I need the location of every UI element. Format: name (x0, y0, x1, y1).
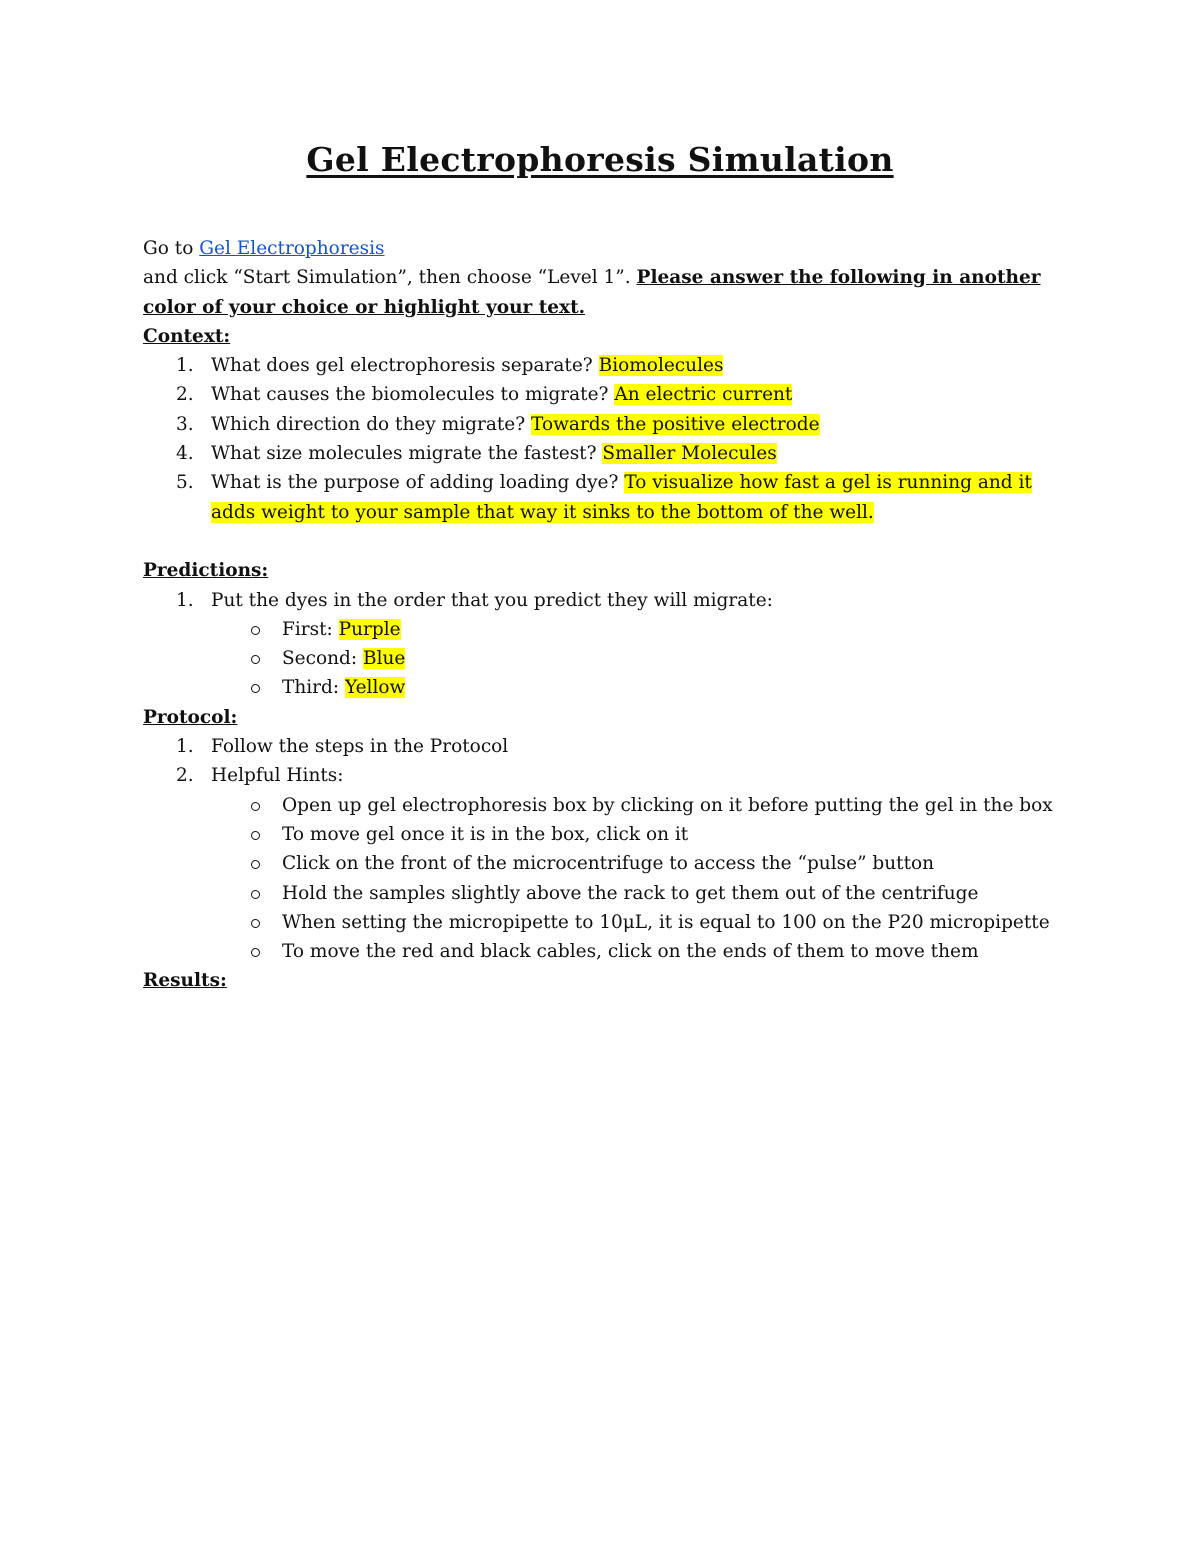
document-body (143, 234, 1063, 996)
hint-text: Open up gel electrophoresis box by clicking on it before putting the gel in the box (282, 794, 1053, 816)
instruction-paragraph (143, 263, 1063, 322)
prediction-prompt: Put the dyes in the order that you predict they will migrate: (211, 589, 773, 611)
list-number: 2. (176, 765, 194, 787)
go-to-line (143, 234, 1063, 263)
list-number: 3. (176, 413, 194, 435)
answer-highlight: An electric current (614, 384, 793, 406)
predictions-list (143, 586, 1063, 703)
list-number: 1. (176, 589, 194, 611)
hint-text: Hold the samples slightly above the rack to get them out of the centrifuge (282, 882, 979, 904)
list-item (143, 732, 1063, 761)
hint-text: Click on the front of the microcentrifuge to access the “pulse” button (282, 853, 935, 875)
question-text: What causes the biomolecules to migrate? (211, 384, 615, 406)
protocol-list (143, 732, 1063, 966)
gel-electrophoresis-link[interactable]: Gel Electrophoresis (199, 238, 385, 259)
sub-list-item (143, 644, 1063, 673)
results-heading: Results: (143, 970, 227, 992)
hint-item (143, 879, 1063, 908)
protocol-text: Helpful Hints: (211, 765, 344, 787)
question-text: Which direction do they migrate? (211, 413, 532, 435)
protocol-text: Follow the steps in the Protocol (211, 736, 509, 758)
list-item (143, 586, 1063, 703)
answer-highlight: Biomolecules (598, 355, 724, 377)
circle-bullet-icon (251, 684, 260, 693)
spacer (143, 527, 1063, 556)
circle-bullet-icon (251, 919, 260, 928)
page-title: Gel Electrophoresis Simulation (306, 140, 894, 179)
list-number: 2. (176, 384, 194, 406)
hint-text: When setting the micropipette to 10μL, it is equal to 100 on the P20 micropipette (282, 911, 1050, 933)
circle-bullet-icon (251, 860, 260, 869)
list-item (143, 351, 1063, 380)
hint-item (143, 937, 1063, 966)
circle-bullet-icon (251, 626, 260, 635)
list-item (143, 468, 1063, 527)
circle-bullet-icon (251, 655, 260, 664)
question-text: What size molecules migrate the fastest? (211, 443, 603, 465)
hints-sublist (211, 791, 1063, 967)
answer-highlight: Smaller Molecules (602, 443, 777, 465)
hint-item (143, 849, 1063, 878)
prediction-label: First: (282, 618, 339, 640)
prediction-sublist (211, 615, 1063, 703)
list-item (143, 410, 1063, 439)
list-item (143, 380, 1063, 409)
sub-list-item (143, 673, 1063, 702)
list-item (143, 439, 1063, 468)
answer-highlight: Purple (338, 618, 401, 640)
instruction-bold-text: Please answer the following in another color of your choice or highlight your text. (143, 267, 1041, 318)
go-to-text: Go to (143, 238, 200, 259)
list-number: 1. (176, 736, 194, 758)
answer-highlight: To visualize how fast a gel is running and it adds weight to your sample that way it sinks to the bottom of the well. (211, 472, 1032, 523)
instruction-text: and click “Start Simulation”, then choose “Level 1”. (143, 267, 637, 289)
hint-text: To move the red and black cables, click on the ends of them to move them (282, 941, 979, 963)
answer-highlight: Blue (363, 648, 406, 670)
list-number: 5. (176, 472, 194, 494)
question-text: What is the purpose of adding loading dye? (211, 472, 625, 494)
hint-text: To move gel once it is in the box, click on it (282, 823, 689, 845)
list-item (143, 761, 1063, 966)
circle-bullet-icon (251, 890, 260, 899)
answer-highlight: Yellow (344, 677, 406, 699)
hint-item (143, 820, 1063, 849)
protocol-heading: Protocol: (143, 706, 238, 728)
list-number: 4. (176, 443, 194, 465)
context-list (143, 351, 1063, 527)
sub-list-item (143, 615, 1063, 644)
predictions-heading: Predictions: (143, 560, 269, 582)
answer-highlight: Towards the positive electrode (531, 413, 820, 435)
hint-item (143, 791, 1063, 820)
circle-bullet-icon (251, 802, 260, 811)
context-heading: Context: (143, 325, 231, 347)
hint-item (143, 908, 1063, 937)
prediction-label: Third: (282, 677, 345, 699)
circle-bullet-icon (251, 948, 260, 957)
circle-bullet-icon (251, 831, 260, 840)
question-text: What does gel electrophoresis separate? (211, 355, 599, 377)
prediction-label: Second: (282, 648, 363, 670)
list-number: 1. (176, 355, 194, 377)
